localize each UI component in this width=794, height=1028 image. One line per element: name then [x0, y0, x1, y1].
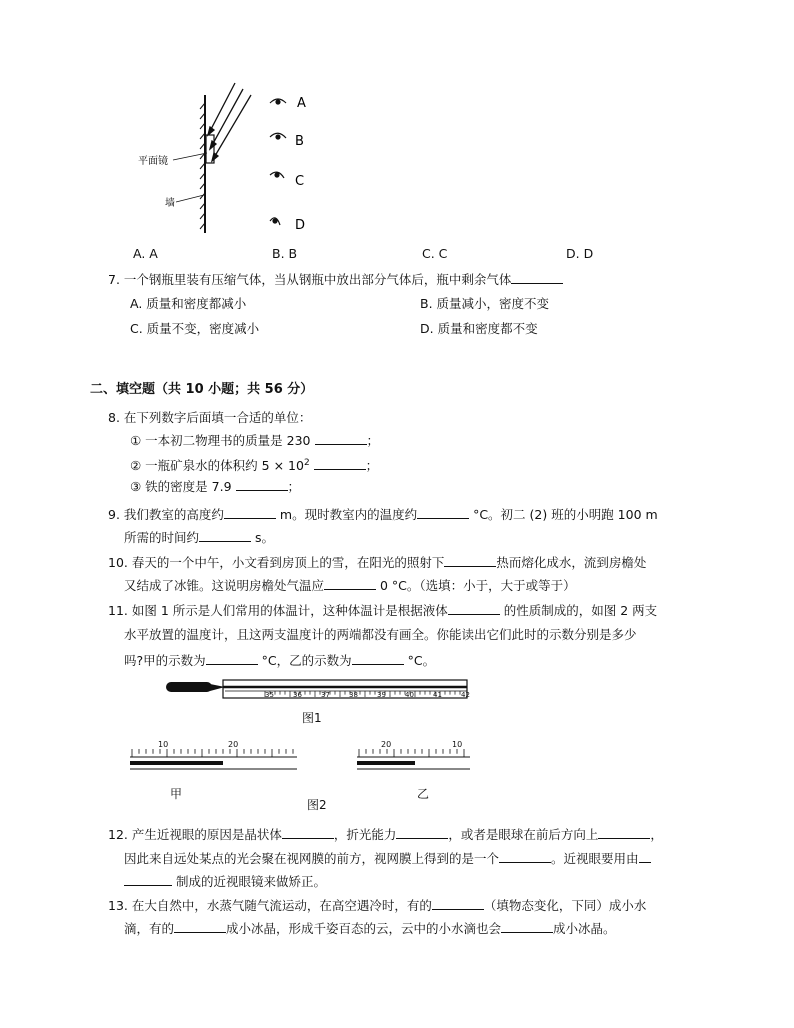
thermometer-figure [125, 676, 470, 816]
answer-blank[interactable] [511, 271, 563, 284]
answer-blank[interactable] [448, 602, 500, 615]
clinical-thermometer [166, 680, 470, 699]
figure-2-caption: 图2 [307, 798, 327, 812]
fig1-tick-label: 38 [349, 691, 358, 699]
question-9-line-1: 9. 我们教室的高度约 m。现时教室内的温度约 °C。初二 (2) 班的小明跑 100 m [108, 507, 658, 522]
question-12-line-2: 因此来自远处某点的光会聚在视网膜的前方，视网膜上得到的是一个 。近视眼要用由 [124, 850, 651, 867]
wall-label: 墙 [165, 198, 175, 209]
thermometer-yi-label: 乙 [417, 787, 430, 801]
q7-option-d: D. 质量和密度都不变 [420, 321, 538, 336]
answer-blank[interactable] [352, 652, 404, 665]
q6-option-a: A. A [133, 246, 158, 261]
question-10-line-1: 10. 春天的一个中午，小文看到房顶上的雪，在阳光的照射下 热而熔化成水，流到房檐处 [108, 555, 647, 570]
q8-item-3: ③ 铁的密度是 7.9 ； [130, 479, 301, 494]
eye-label-d: D [295, 218, 306, 233]
mirror-figure [130, 75, 330, 240]
jia-tick-10: 10 [158, 740, 169, 749]
answer-blank[interactable] [236, 478, 288, 491]
answer-blank[interactable] [444, 554, 496, 567]
fig1-tick-label: 37 [321, 691, 330, 699]
answer-blank[interactable] [396, 826, 448, 839]
figure-1-caption: 图1 [302, 711, 322, 725]
answer-blank[interactable] [324, 577, 376, 590]
answer-blank[interactable] [501, 920, 553, 933]
question-13-line-2: 滴，有的 成小冰晶，形成千姿百态的云，云中的小水滴也会 成小冰晶。 [124, 921, 616, 936]
answer-blank[interactable] [432, 897, 484, 910]
answer-blank[interactable] [598, 826, 650, 839]
q7-option-c: C. 质量不变，密度减小 [130, 321, 260, 336]
yi-tick-10: 10 [452, 740, 463, 749]
answer-blank[interactable] [224, 506, 276, 519]
fig1-tick-label: 35 [265, 691, 274, 699]
q8-stem: 8. 在下列数字后面填一合适的单位： [108, 410, 312, 425]
jia-tick-20: 20 [228, 740, 239, 749]
answer-blank[interactable] [124, 873, 172, 886]
answer-blank[interactable] [206, 652, 258, 665]
question-13-line-1: 13. 在大自然中，水蒸气随气流运动，在高空遇冷时，有的 （填物态变化，下同）成小水 [108, 898, 647, 913]
q7-stem: 7. 一个钢瓶里装有压缩气体，当从钢瓶中放出部分气体后，瓶中剩余气体 [108, 272, 512, 287]
thermometer-jia [130, 740, 297, 769]
section-title: 二、填空题（共 10 小题；共 56 分） [90, 382, 314, 397]
answer-blank[interactable] [314, 457, 366, 470]
q8-item-2: ② 一瓶矿泉水的体积约 $5 \times 10^2$ ； [130, 458, 379, 474]
question-9-line-2: 所需的时间约 s。 [124, 530, 275, 545]
yi-tick-20: 20 [381, 740, 392, 749]
answer-blank[interactable] [499, 850, 551, 863]
q6-option-c: C. C [422, 246, 448, 261]
eye-icon [270, 99, 286, 225]
question-10-line-2: 又结成了冰锥。这说明房檐处气温应 0 °C。（选填：小于，大于或等于） [124, 578, 576, 593]
answer-blank[interactable] [315, 432, 367, 445]
answer-blank[interactable] [174, 920, 226, 933]
question-11-line-3: 吗?甲的示数为 °C，乙的示数为 °C。 [124, 653, 436, 668]
answer-blank[interactable] [282, 826, 334, 839]
fig1-tick-label: 40 [405, 691, 414, 699]
fig1-tick-label: 39 [377, 691, 386, 699]
q6-option-b: B. B [272, 246, 298, 261]
q7-option-a: A. 质量和密度都减小 [130, 296, 247, 311]
question-11-line-1: 11. 如图 1 所示是人们常用的体温计，这种体温计是根据液体 的性质制成的，如图 2 两支 [108, 603, 658, 618]
eye-label-c: C [295, 174, 305, 189]
answer-blank[interactable] [199, 529, 251, 542]
thermometer-yi [357, 740, 470, 769]
q8-item-1: ① 一本初二物理书的质量是 230 ； [130, 433, 380, 448]
mirror-label: 平面镜 [138, 156, 168, 167]
eye-label-a: A [297, 96, 306, 111]
eye-label-b: B [295, 134, 304, 149]
question-11-line-2: 水平放置的温度计，且这两支温度计的两端都没有画全。你能读出它们此时的示数分别是多少 [124, 627, 637, 642]
fig1-tick-label: 41 [433, 691, 442, 699]
question-12-line-3: 制成的近视眼镜来做矫正。 [124, 873, 326, 890]
fig1-tick-label: 42 [461, 691, 470, 699]
answer-blank[interactable] [417, 506, 469, 519]
thermometer-jia-label: 甲 [170, 787, 183, 801]
answer-blank[interactable] [639, 850, 651, 863]
question-12-line-1: 12. 产生近视眼的原因是晶状体 ，折光能力 ，或者是眼球在前后方向上 ， [108, 827, 663, 842]
q6-option-d: D. D [566, 246, 594, 261]
question-7 [108, 271, 563, 288]
q7-option-b: B. 质量减小，密度不变 [420, 296, 550, 311]
fig1-tick-label: 36 [293, 691, 302, 699]
